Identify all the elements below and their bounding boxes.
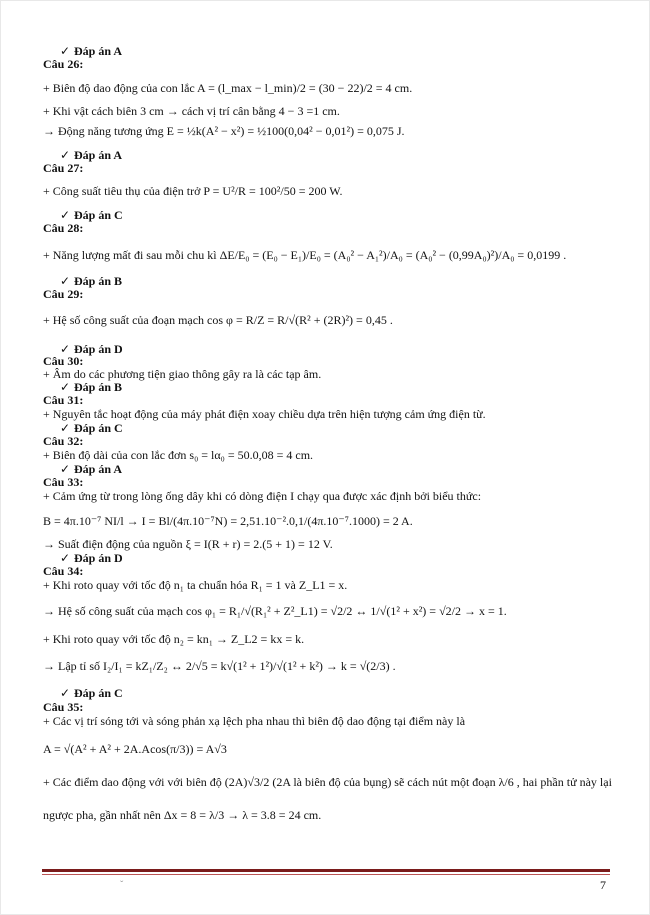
check-icon: ✓ (60, 274, 71, 288)
page-number: 7 (600, 878, 606, 892)
question-heading: Câu 28: (43, 221, 84, 235)
answer-line (60, 686, 123, 700)
answer-text: Đáp án C (74, 421, 123, 435)
question-heading: Câu 30: (43, 354, 84, 368)
solution-line: + Hệ số công suất của đoạn mạch cos φ = R/Z = R/√(R² + (2R)²) = 0,45 . (43, 313, 393, 327)
check-icon: ✓ (60, 380, 71, 394)
question-heading: Câu 26: (43, 57, 84, 71)
check-icon: ✓ (60, 342, 71, 356)
check-icon: ✓ (60, 421, 71, 435)
answer-text: Đáp án D (74, 342, 123, 356)
question-heading: Câu 35: (43, 700, 84, 714)
solution-line: + Âm do các phương tiện giao thông gây ra là các tạp âm. (43, 367, 322, 381)
solution-line: + Biên độ dài của con lắc đơn s₀ = lα₀ = 50.0,08 = 4 cm. (43, 448, 314, 462)
solution-line: → Hệ số công suất của mạch cos φ₁ = R₁/√(R₁² + Z²_L1) = √2/2 ↔ 1/√(1² + x²) = √2/2 → x = 1. (43, 604, 507, 618)
answer-text: Đáp án B (74, 380, 123, 394)
solution-line: + Nguyên tắc hoạt động của máy phát điện xoay chiều dựa trên hiện tượng cảm ứng điện từ. (43, 407, 486, 421)
footer-rule (42, 869, 610, 872)
answer-text: Đáp án C (74, 686, 123, 700)
check-icon: ✓ (60, 208, 71, 222)
answer-text: Đáp án A (74, 462, 123, 476)
answer-line (60, 274, 122, 288)
answer-line (60, 208, 123, 222)
question-heading: Câu 33: (43, 475, 84, 489)
answer-text: Đáp án C (74, 208, 123, 222)
check-icon: ✓ (60, 551, 71, 565)
solution-line: + Các điểm dao động với với biên độ (2A)√3/2 (2A là biên độ của bụng) sẽ cách nút một đoạn λ/6 , hai phần tử này lại (43, 775, 612, 789)
question-heading: Câu 34: (43, 564, 84, 578)
question-heading: Câu 32: (43, 434, 84, 448)
answer-text: Đáp án D (74, 551, 123, 565)
answer-line (60, 462, 122, 476)
solution-line: + Khi roto quay với tốc độ n₂ = kn₁ → Z_L2 = kx = k. (43, 632, 305, 646)
solution-line: + Năng lượng mất đi sau mỗi chu kì ΔE/E₀ = (E₀ − E₁)/E₀ = (A₀² − A₁²)/A₀ = (A₀² − (0,99A₀)²)/A₀ = 0,0199 . (43, 248, 567, 262)
solution-line: + Công suất tiêu thụ của điện trở P = U²/R = 100²/50 = 200 W. (43, 184, 343, 198)
answer-text: Đáp án B (74, 274, 123, 288)
check-icon: ✓ (60, 148, 71, 162)
check-icon: ✓ (60, 686, 71, 700)
solution-line: + Cảm ứng từ trong lòng ống dây khi có dòng điện I chạy qua được xác định bởi biểu thức: (43, 489, 482, 503)
answer-line (60, 421, 123, 435)
footer-mark: ˇ (120, 880, 124, 891)
solution-line: + Biên độ dao động của con lắc A = (l_max − l_min)/2 = (30 − 22)/2 = 4 cm. (43, 81, 413, 95)
question-heading: Câu 29: (43, 287, 84, 301)
question-heading: Câu 27: (43, 161, 84, 175)
solution-line: ngược pha, gần nhất nên Δx = 8 = λ/3 → λ = 3.8 = 24 cm. (43, 808, 322, 822)
answer-line (60, 380, 122, 394)
solution-line: → Lập tỉ số I₂/I₁ = kZ₁/Z₂ ↔ 2/√5 = k√(1² + 1²)/√(1² + k²) → k = √(2/3) . (43, 659, 396, 673)
answer-line (60, 148, 122, 162)
footer-rule-thin (42, 874, 610, 875)
solution-line: + Các vị trí sóng tới và sóng phản xạ lệch pha nhau thì biên độ dao động tại điểm này là (43, 714, 466, 728)
answer-text: Đáp án A (74, 148, 123, 162)
check-icon: ✓ (60, 462, 71, 476)
solution-line: → Suất điện động của nguồn ξ = I(R + r) = 2.(5 + 1) = 12 V. (43, 537, 333, 551)
solution-line: + Khi roto quay với tốc độ n₁ ta chuẩn hóa R₁ = 1 và Z_L1 = x. (43, 578, 348, 592)
solution-line: → Động năng tương ứng E = ½k(A² − x²) = ½100(0,04² − 0,01²) = 0,075 J. (43, 124, 405, 138)
answer-line (60, 44, 122, 58)
check-icon: ✓ (60, 44, 71, 58)
answer-line (60, 551, 123, 565)
answer-text: Đáp án A (74, 44, 123, 58)
solution-line: + Khi vật cách biên 3 cm → cách vị trí cân bằng 4 − 3 =1 cm. (43, 104, 340, 118)
question-heading: Câu 31: (43, 393, 84, 407)
solution-line: B = 4π.10⁻⁷ NI/l → I = Bl/(4π.10⁻⁷N) = 2,51.10⁻².0,1/(4π.10⁻⁷.1000) = 2 A. (43, 514, 413, 528)
solution-line: A = √(A² + A² + 2A.Acos(π/3)) = A√3 (43, 742, 227, 756)
